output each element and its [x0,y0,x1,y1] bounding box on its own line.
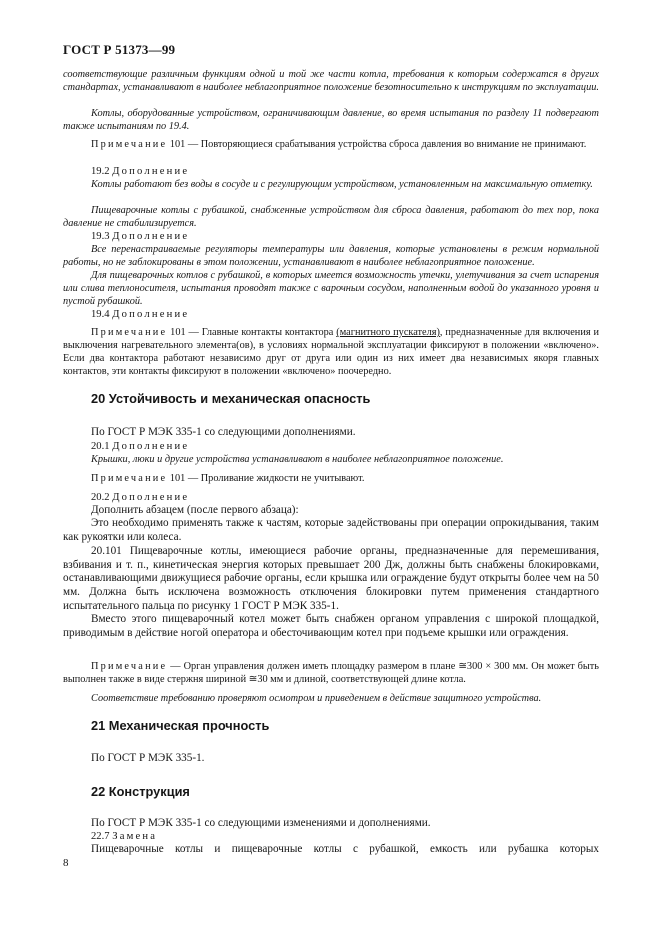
section-19-4-label [63,308,599,321]
note-label: Примечание [91,139,168,150]
section-22-heading: 22 Конструкция [91,783,190,799]
section-20-1-label [63,440,599,453]
section-kind: Дополнение [112,231,190,242]
section-kind: Замена [112,831,158,843]
paragraph-22-7: Пищеварочные котлы и пищеварочные котлы с рубашкой, емкость или рубашка которых [91,843,599,856]
paragraph-21: По ГОСТ Р МЭК 335-1. [91,752,205,765]
section-number: 19.4 [91,309,113,320]
paragraph-19-pressure-limit: Котлы, оборудованные устройством, ограничивающим давление, во время испытания по разделу 11 подвергают также испытаниям по 19.4. [63,108,599,132]
paragraph-20-101-alt: Вместо этого пищеварочный котел может быть снабжен органом управления с широкой площадкой, приводимым в действие ногой оператора и обесточивающим котел при подъеме крышки или ограждения. [63,613,599,639]
section-19-2-label [63,165,599,178]
section-22-7-label [63,830,599,843]
section-21-heading: 21 Механическая прочность [91,718,270,734]
paragraph-19-2-a: Котлы работают без воды в сосуде и с регулирующим устройством, установленным на максимальную отметку. [91,179,593,190]
note-20-1-101 [63,472,599,485]
section-19-3-label [63,230,599,243]
page-number: 8 [63,857,69,869]
paragraph-19-3-a: Все перенастраиваемые регуляторы температуры или давления, которые установлены в режим нормальной работы, но не заблокированы в этом положении, устанавливают в наиболее неблагоприятное положение. [63,244,599,268]
paragraph-19-3-b: Для пищеварочных котлов с рубашкой, в которых имеется возможность утечки, улетучивания за счет испарения или слива теплоносителя, испытания проводят также с варочным сосудом, наполненным водой до указанного уровня и пустой рубашкой. [63,270,599,307]
paragraph-20-intro: По ГОСТ Р МЭК 335-1 со следующими дополнениями. [91,426,356,438]
section-kind: Дополнение [112,491,190,503]
paragraph-20-2-a: Дополнить абзацем (после первого абзаца): [91,503,299,516]
section-number: 19.2 [91,166,113,177]
paragraph-22: По ГОСТ Р МЭК 335-1 со следующими изменениями и дополнениями. [91,816,431,829]
note-text: 101 — Проливание жидкости не учитывают. [167,472,365,484]
continued-paragraph: соответствующие различным функциям одной и той же части котла, требования к которым содержатся в других стандартах, устанавливают в наиболее неблагоприятное положение безотносительно к инструкциям по эксплуатации. [63,69,599,93]
note-text: — Орган управления должен иметь площадку размером в плане ≅300 × 300 мм. Он может быть выполнен также в виде стержня шириной ≅30 мм и длиной, соответствующей длине котла. [63,661,599,686]
note-label: Примечание [91,661,168,673]
note-19-101 [63,138,599,164]
note-label: Примечание [91,327,168,338]
section-number: 20.1 [91,440,113,452]
note-text-b: , предназначенные для включения и выключения нагревательного элемента(ов), в условиях нормальной эксплуатации фиксируют в положении «включено». Если два контактора работают независимо друг от друга или один из них имеет два независимых якоря главных контактов, эти контакты фиксируют в положении «включено» поочередно. [63,327,599,377]
note-20-101 [63,660,599,686]
section-kind: Дополнение [112,166,190,177]
section-number: 19.3 [91,231,113,242]
standard-header: ГОСТ Р 51373—99 [63,42,176,57]
section-number: 20.2 [91,491,113,503]
section-20-heading: 20 Устойчивость и механическая опасность [91,391,371,406]
note-underlined-text: (магнитного пускателя) [336,327,440,338]
page-content [63,68,599,857]
section-kind: Дополнение [112,309,190,320]
note-label: Примечание [91,472,168,484]
section-20-2-label [63,491,599,504]
note-text-a: 101 — Главные контакты контактора [167,327,337,338]
paragraph-20-101: 20.101 Пищеварочные котлы, имеющиеся рабочие органы, предназначенные для перемешивания, взбивания и т. п., кинетическая энергия которых превышает 200 Дж, должны быть снабжены блокировками, останавливающими движущиеся рабочие органы, если крышка или ограждение будут открыты более чем на 50 мм. Должна быть исключена возможность отключения блокировки путем применения стандартного испытательного пальца по рисунку 1 ГОСТ Р МЭК 335-1. [63,545,599,612]
section-kind: Дополнение [112,440,190,452]
paragraph-20-1: Крышки, люки и другие устройства устанавливают в наиболее неблагоприятное положение. [91,453,504,465]
paragraph-19-2-b: Пищеварочные котлы с рубашкой, снабженные устройством для сброса давления, работают до тех пор, пока давление не стабилизируется. [63,205,599,229]
note-19-4-101 [63,326,599,378]
compliance-statement: Соответствие требованию проверяют осмотром и приведением в действие защитного устройства. [91,693,542,705]
paragraph-20-2-b: Это необходимо применять также к частям, которые задействованы при операции опрокидывания, таким как рукоятки или колеса. [63,517,599,543]
note-text: 101 — Повторяющиеся срабатывания устройства сброса давления во внимание не принимают. [167,139,587,150]
section-number: 22.7 [91,831,113,843]
